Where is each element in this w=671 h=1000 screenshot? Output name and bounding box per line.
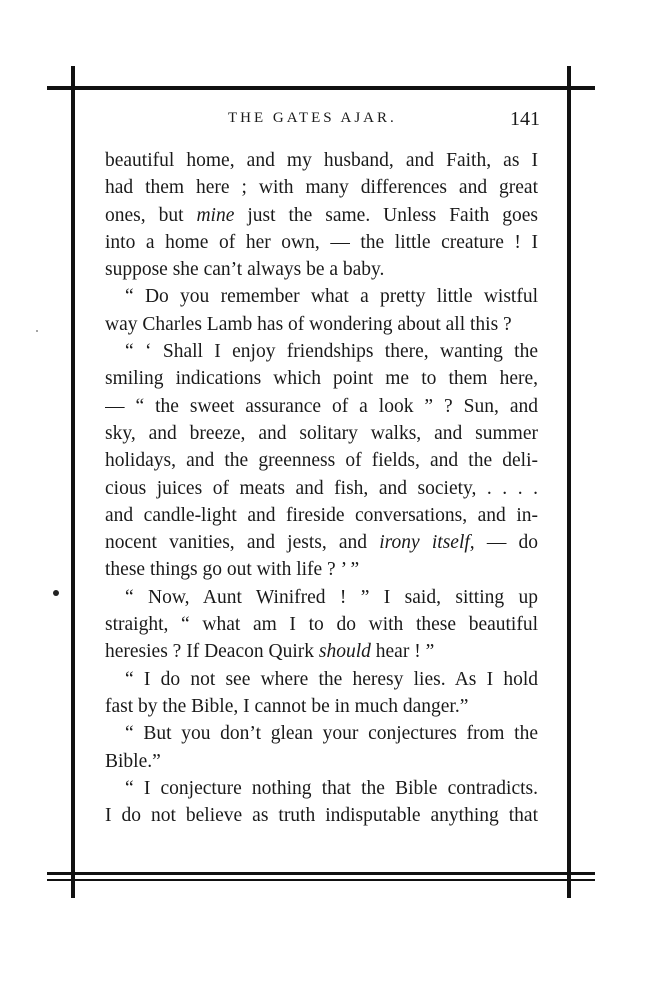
running-head <box>100 108 540 134</box>
text-line-segment: heresies ? If Deacon Quirk <box>105 641 319 663</box>
italic-emphasis: irony itself, <box>379 532 475 554</box>
text-line-segment: just the same. Unless Faith goes <box>234 204 538 226</box>
text-line: sky, and breeze, and solitary walks, and summer <box>105 422 538 444</box>
text-line-segment: nocent vanities, and jests, and <box>105 532 380 554</box>
text-line: way Charles Lamb has of wondering about all this ? <box>105 313 512 335</box>
running-title: THE GATES AJAR. <box>228 110 397 126</box>
bottom-frame-rule <box>47 872 595 875</box>
ink-speck <box>36 330 38 332</box>
top-frame-rule <box>47 86 595 90</box>
text-line: cious juices of meats and fish, and society, . . . . <box>105 477 538 499</box>
text-line-segment: hear ! ” <box>370 641 435 663</box>
text-line: suppose she can’t always be a baby. <box>105 259 385 281</box>
text-line: “ I conjecture nothing that the Bible contradicts. <box>125 777 538 799</box>
text-line: — “ the sweet assurance of a look ” ? Sun, and <box>105 395 538 417</box>
text-line: into a home of her own, — the little creature ! I <box>105 231 538 253</box>
italic-emphasis: mine <box>196 204 235 226</box>
text-line: “ ‘ Shall I enjoy friendships there, wanting the <box>125 341 538 363</box>
text-line: “ Do you remember what a pretty little wistful <box>125 286 538 308</box>
text-line: beautiful home, and my husband, and Faith, as I <box>105 150 538 171</box>
text-line: had them here ; with many differences and great <box>105 177 538 199</box>
text-line: “ But you don’t glean your conjectures from the <box>125 723 538 745</box>
right-frame-rule <box>567 66 571 898</box>
text-line <box>105 529 538 556</box>
body-text <box>105 147 538 829</box>
bottom-frame-rule-inner <box>47 879 595 881</box>
page-number: 141 <box>510 108 540 130</box>
text-line: and candle-light and fireside conversations, and in- <box>105 504 538 526</box>
text-line: fast by the Bible, I cannot be in much danger.” <box>105 695 469 717</box>
text-line: straight, “ what am I to do with these beautiful <box>105 614 538 636</box>
text-line <box>105 638 538 665</box>
text-line: “ Now, Aunt Winifred ! ” I said, sitting up <box>125 586 538 608</box>
text-line: I do not believe as truth indisputable anything that <box>105 805 538 827</box>
italic-emphasis: should <box>318 641 371 663</box>
text-line-segment: ones, but <box>105 204 197 226</box>
ink-speck <box>53 590 59 596</box>
text-line <box>105 202 538 229</box>
text-line: holidays, and the greenness of fields, and the deli- <box>105 450 538 472</box>
text-line-segment: — do <box>474 532 538 554</box>
text-line: smiling indications which point me to them here, <box>105 368 538 390</box>
text-line: “ I do not see where the heresy lies. As I hold <box>125 668 538 690</box>
text-line: Bible.” <box>105 750 161 772</box>
left-frame-rule <box>71 66 75 898</box>
text-line: these things go out with life ? ’ ” <box>105 559 360 581</box>
